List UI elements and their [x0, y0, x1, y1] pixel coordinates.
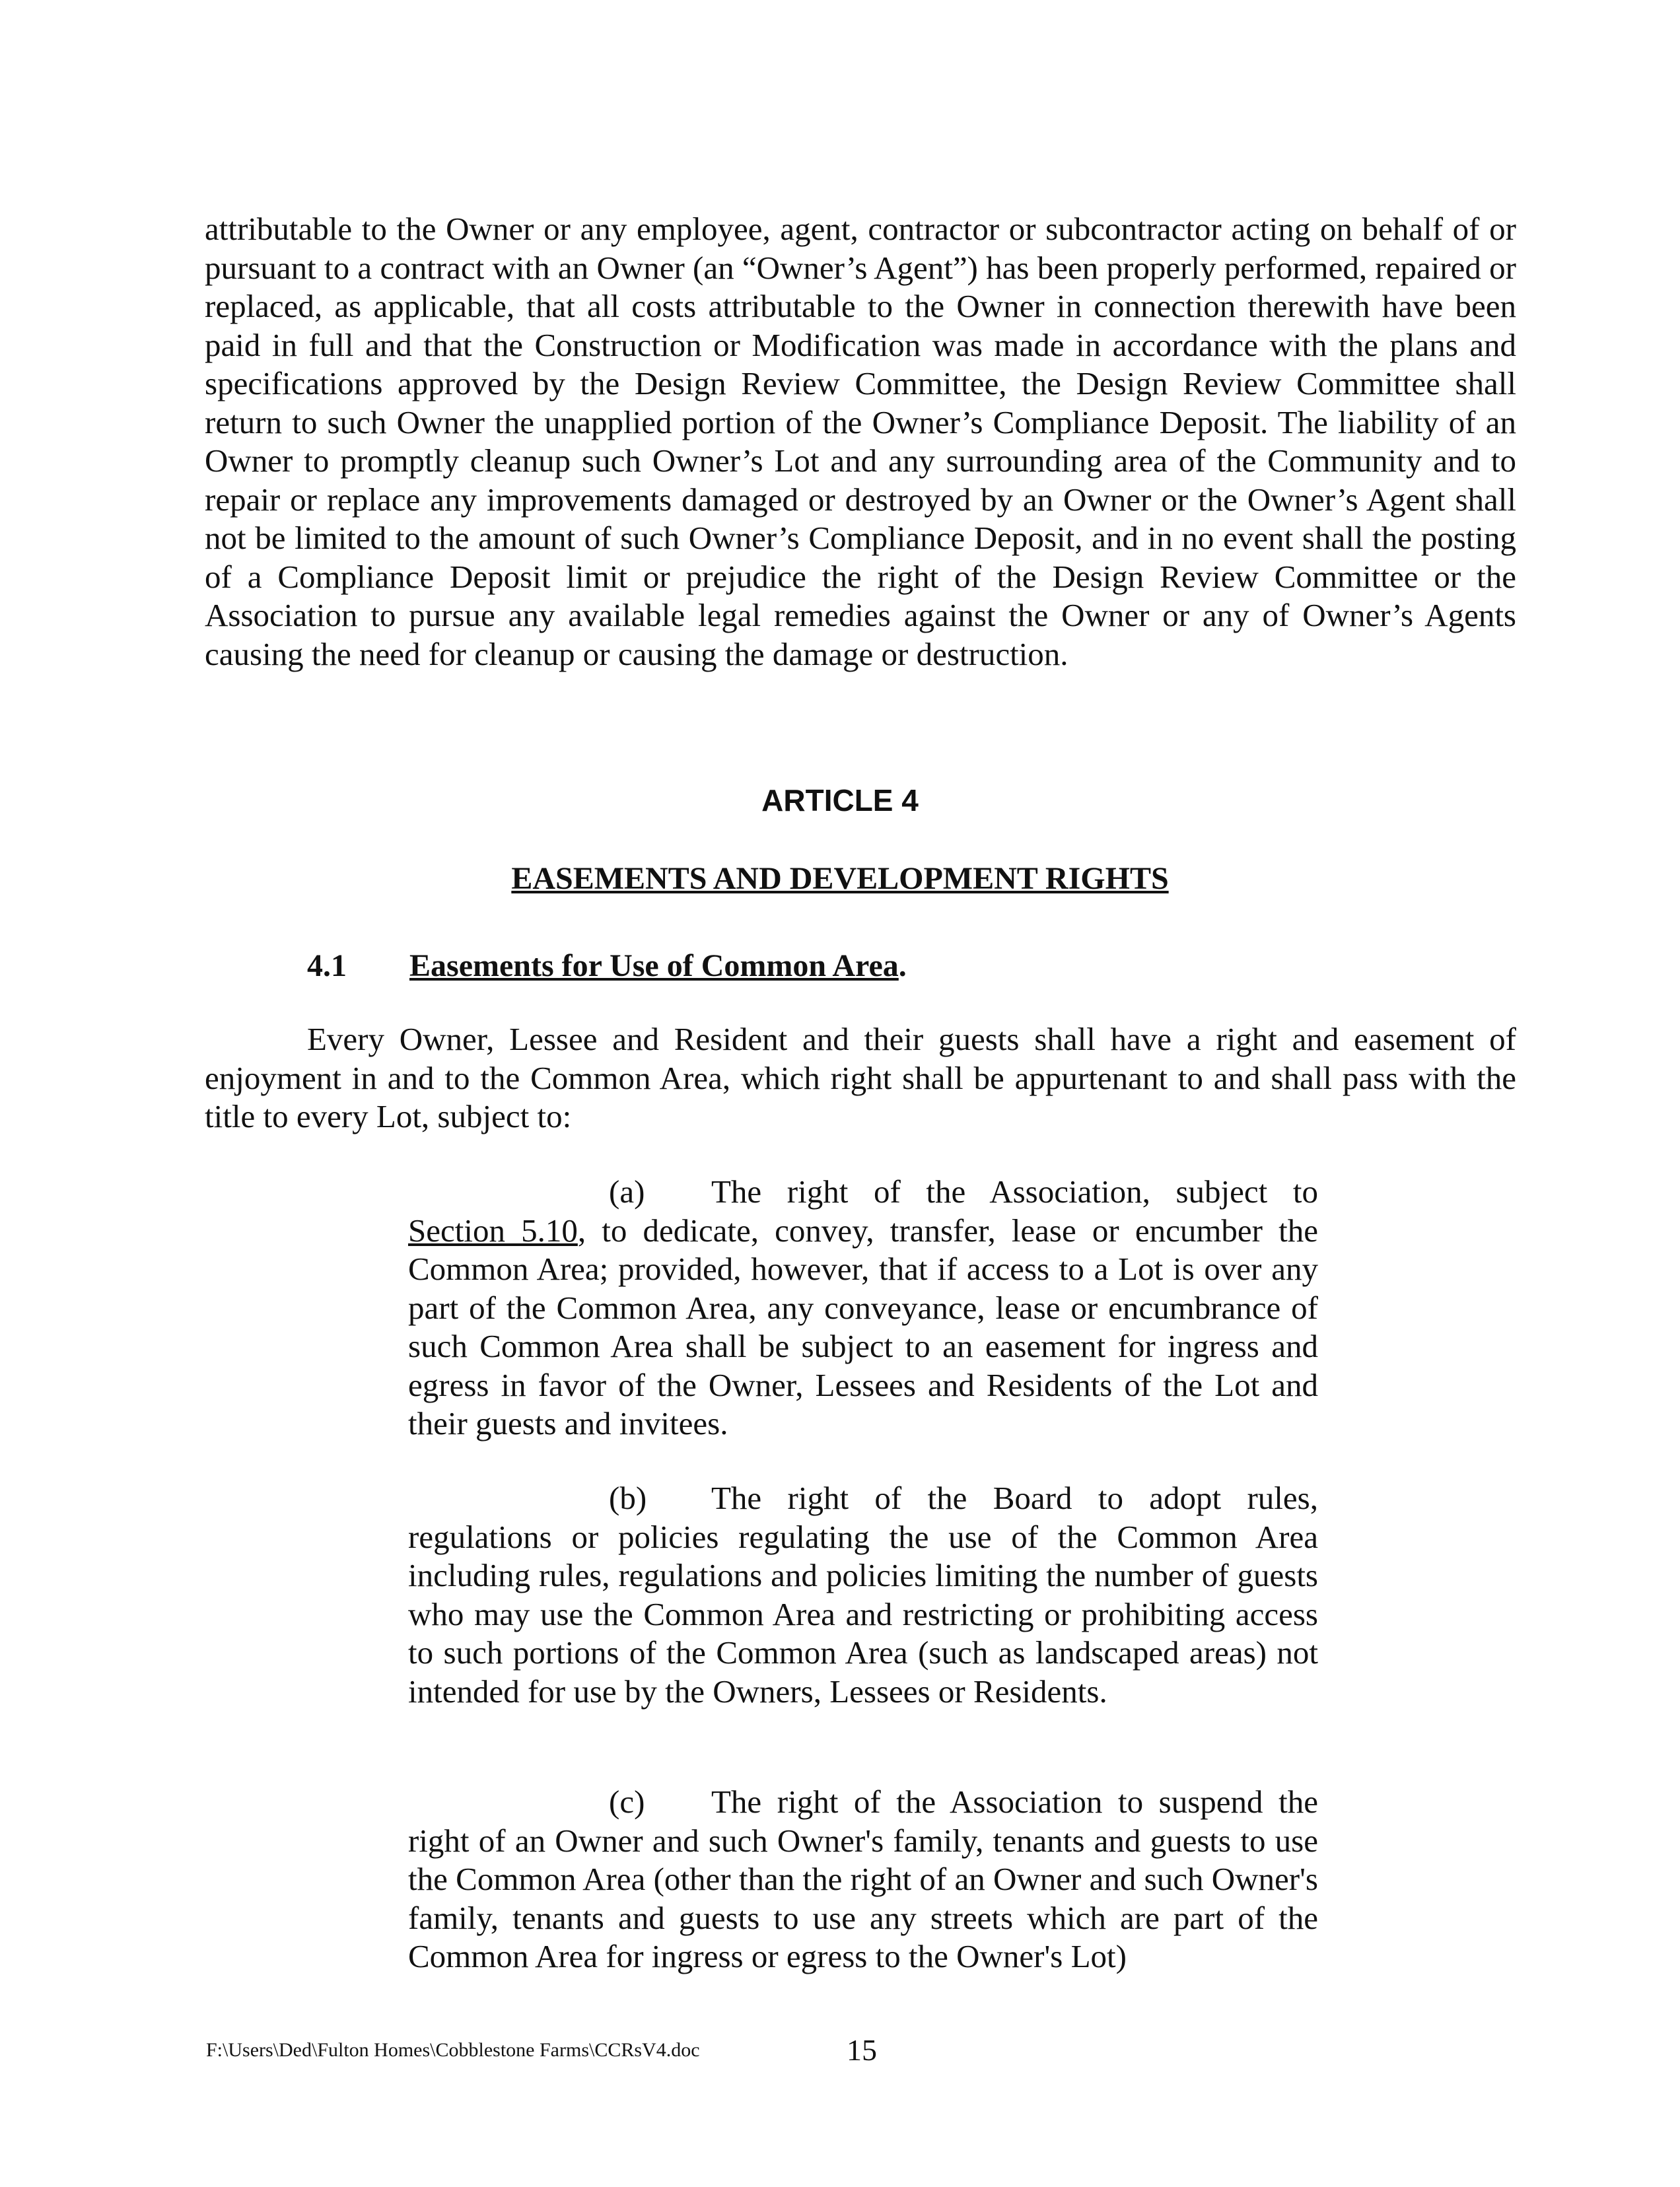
section-cross-reference: Section 5.10 [408, 1212, 578, 1249]
list-item-text: , to dedicate, convey, transfer, lease or encumber the Common Area; provided, however, that if access to a Lot is over any part of the Common Area, any conveyance, lease or encumbrance of such Common Area shall be subject to an easement for ingress and egress in favor of the Owner, Lessees and Residents of the Lot and their guests and invitees. [408, 1212, 1318, 1441]
section-number: 4.1 [307, 948, 347, 983]
continued-paragraph: attributable to the Owner or any employee, agent, contractor or subcontractor acting on behalf of or pursuant to a contract with an Owner (an “Owner’s Agent”) has been properly performed, repaired or replaced, as applicable, that all costs attributable to the Owner in connection therewith have been paid in full and that the Construction or Modification was made in accordance with the plans and specifications approved by the Design Review Committee, the Design Review Committee shall return to such Owner the unapplied portion of the Owner’s Compliance Deposit. The liability of an Owner to promptly cleanup such Owner’s Lot and any surrounding area of the Community and to repair or replace any improvements damaged or destroyed by an Owner or the Owner’s Agent shall not be limited to the amount of such Owner’s Compliance Deposit, and in no event shall the posting of a Compliance Deposit limit or prejudice the right of the Design Review Committee or the Association to pursue any available legal remedies against the Owner or any of Owner’s Agents causing the need for cleanup or causing the damage or destruction. [205, 211, 1516, 672]
section-heading [307, 948, 907, 984]
article-heading: ARTICLE 4 [761, 783, 919, 817]
list-item-a [408, 1173, 1318, 1443]
section-title-suffix: . [898, 948, 907, 983]
section-title: Easements for Use of Common Area [409, 948, 899, 983]
list-item-text: The right of the Association, subject to [711, 1173, 1318, 1210]
list-item-label: (b) [609, 1480, 647, 1516]
list-item-b [408, 1479, 1318, 1711]
list-item-label: (c) [609, 1784, 645, 1820]
article-title: EASEMENTS AND DEVELOPMENT RIGHTS [511, 861, 1169, 896]
section-intro: Every Owner, Lessee and Resident and their guests shall have a right and easement of enjoyment in and to the Common Area, which right shall be appurtenant to and shall pass with the title to every Lot, subject to: [205, 1021, 1516, 1134]
page-number: 15 [847, 2033, 877, 2067]
footer-file-path: F:\Users\Ded\Fulton Homes\Cobblestone Farms\CCRsV4.doc [206, 2039, 700, 2061]
list-item-text: The right of the Association to suspend the right of an Owner and such Owner's family, tenants and guests to use the Common Area (other than the right of an Owner and such Owner's family, tenants and guests to use any streets which are part of the Common Area for ingress or egress to the Owner's Lot) [408, 1784, 1318, 1974]
list-item-c [408, 1783, 1318, 1976]
list-item-label: (a) [609, 1173, 645, 1210]
list-item-text: The right of the Board to adopt rules, regulations or policies regulating the use of the Common Area including rules, regulations and policies limiting the number of guests who may use the Common Area and restricting or prohibiting access to such portions of the Common Area (such as landscaped areas) not intended for use by the Owners, Lessees or Residents. [408, 1480, 1318, 1710]
